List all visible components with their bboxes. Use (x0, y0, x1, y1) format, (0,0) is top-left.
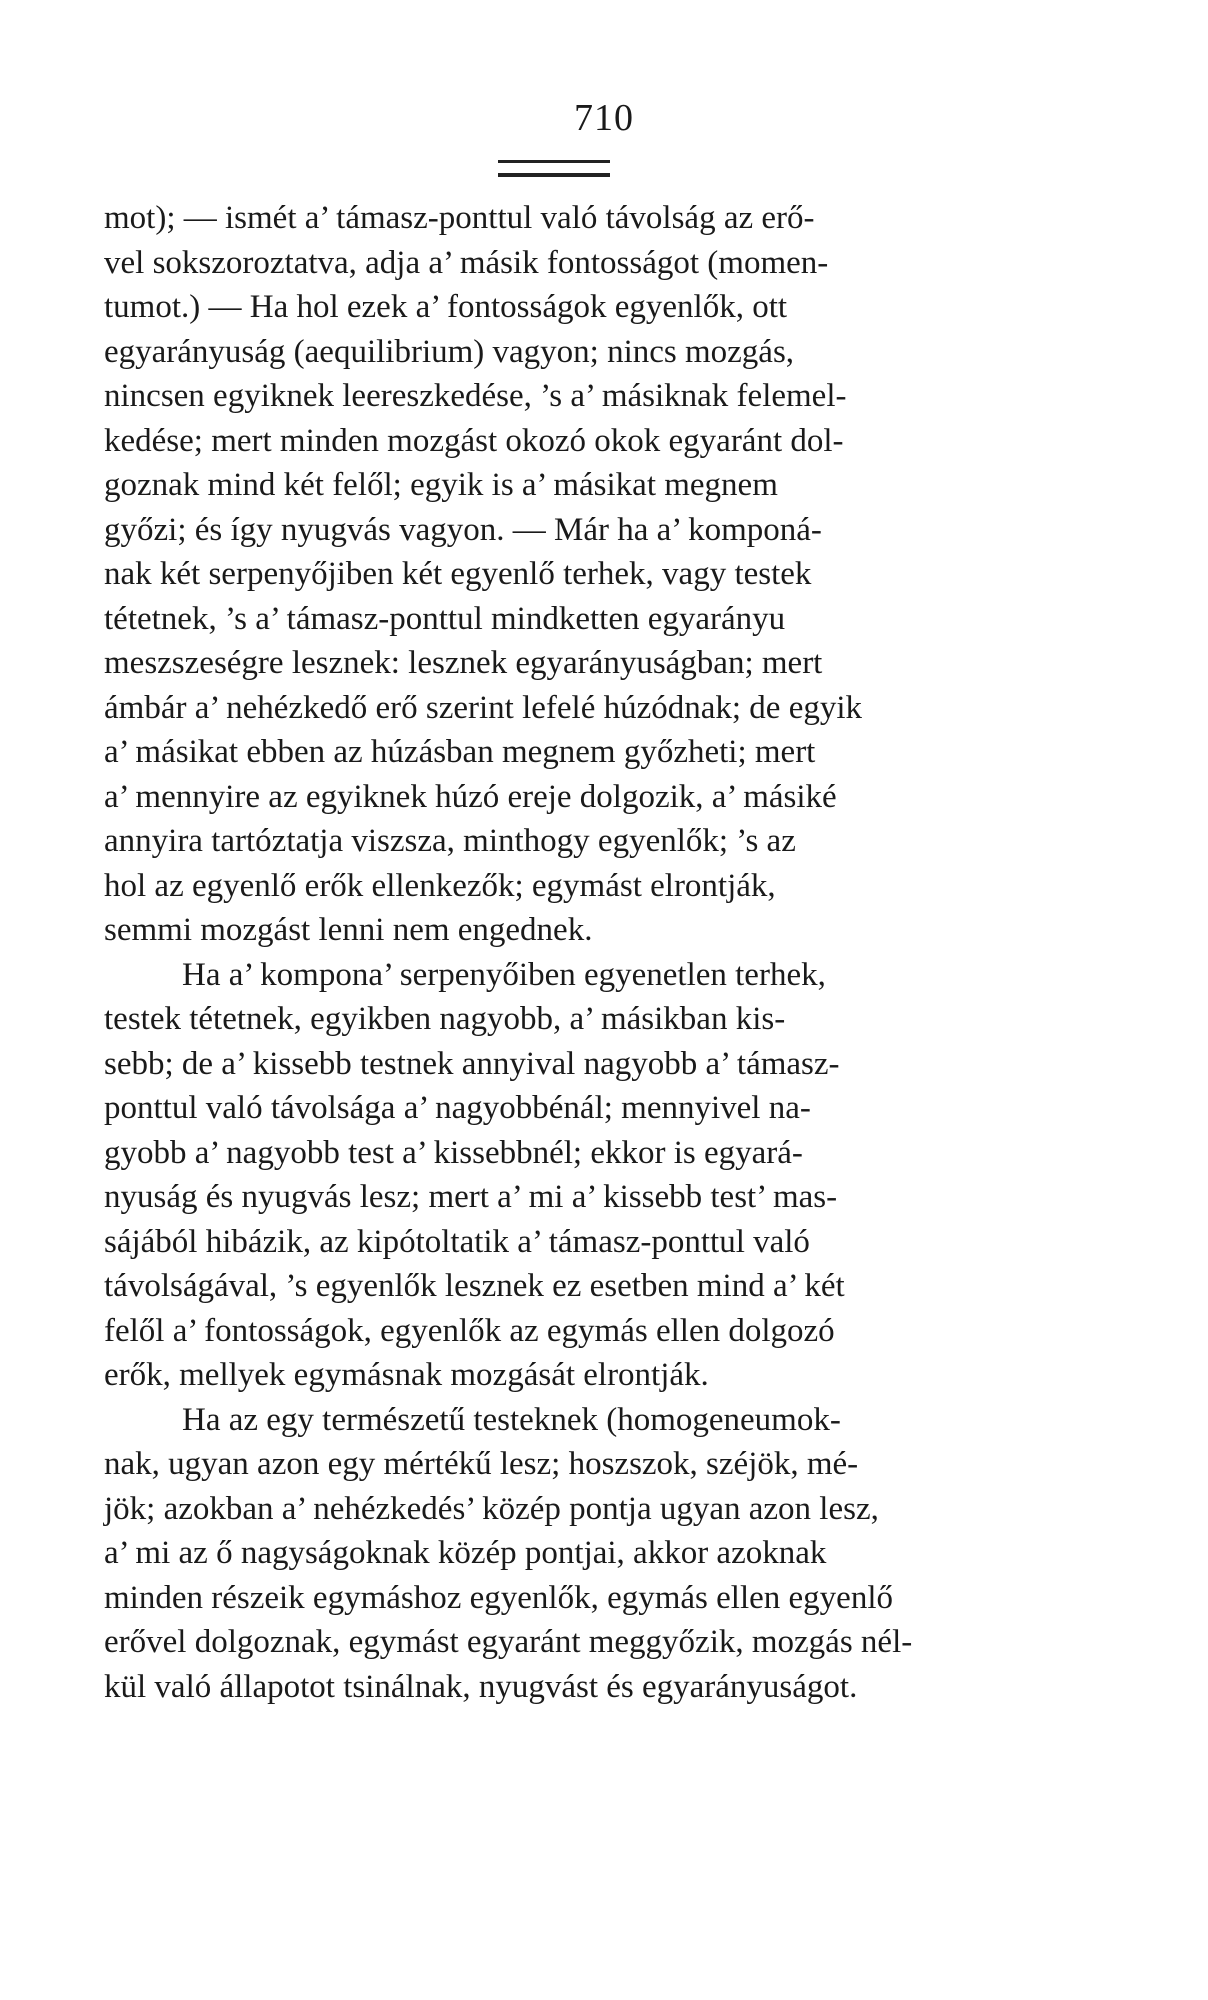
text-line: tumot.) — Ha hol ezek a’ fontosságok egyenlők, ott (104, 289, 788, 325)
text-line: gyobb a’ nagyobb test a’ kissebbnél; ekkor is egyará- (104, 1134, 803, 1171)
text-line: meszszeségre lesznek: lesznek egyarányuságban; mert (104, 645, 823, 681)
text-line: erők, mellyek egymásnak mozgását elrontják. (104, 1357, 709, 1393)
text-line: felől a’ fontosságok, egyenlők az egymás ellen dolgozó (104, 1312, 835, 1349)
text-line: ponttul való távolsága a’ nagyobbénál; mennyivel na- (104, 1090, 811, 1126)
text-line: mot); — ismét a’ támasz-ponttul való távolság az erő- (104, 200, 815, 236)
text-line: nak két serpenyőjiben két egyenlő terhek, vagy testek (104, 556, 812, 592)
text-line: annyira tartóztatja viszsza, minthogy egyenlők; ’s az (104, 823, 796, 859)
text-line: kedése; mert minden mozgást okozó okok egyaránt dol- (104, 422, 844, 459)
text-line: a’ másikat ebben az húzásban megnem győzheti; mert (104, 734, 816, 770)
page-number: 710 (574, 97, 634, 139)
paragraph-2 (104, 953, 1039, 1398)
text-line: tétetnek, ’s a’ támasz-ponttul mindketten egyarányu (104, 600, 786, 637)
text-line: kül való állapotot tsinálnak, nyugvást és egyarányuságot. (104, 1668, 858, 1705)
text-line: hol az egyenlő erők ellenkezők; egymást elrontják, (104, 867, 776, 904)
text-line: Ha a’ kompona’ serpenyőiben egyenetlen terhek, (182, 956, 826, 993)
text-line: jök; azokban a’ nehézkedés’ közép pontja ugyan azon lesz, (104, 1490, 879, 1527)
text-line: erővel dolgoznak, egymást egyaránt meggyőzik, mozgás nél- (104, 1624, 913, 1660)
text-line: testek tétetnek, egyikben nagyobb, a’ másikban kis- (104, 1001, 786, 1037)
text-line: nak, ugyan azon egy mértékű lesz; hoszszok, széjök, mé- (104, 1446, 859, 1482)
text-line: távolságával, ’s egyenlők lesznek ez esetben mind a’ két (104, 1268, 845, 1304)
header-rule (498, 160, 610, 177)
text-line: sájából hibázik, az kipótoltatik a’ támasz-ponttul való (104, 1223, 810, 1260)
text-line: ámbár a’ nehézkedő erő szerint lefelé húzódnak; de egyik (104, 689, 863, 726)
page-text (104, 196, 1039, 1709)
paragraph-3 (104, 1398, 1039, 1710)
paragraph-1 (104, 196, 1039, 953)
text-line: a’ mennyire az egyiknek húzó ereje dolgozik, a’ másiké (104, 778, 837, 815)
text-line: egyarányuság (aequilibrium) vagyon; nincs mozgás, (104, 333, 795, 370)
text-line: vel sokszoroztatva, adja a’ másik fontosságot (momen- (104, 244, 829, 281)
text-line: a’ mi az ő nagyságoknak közép pontjai, akkor azoknak (104, 1535, 827, 1571)
text-line: Ha az egy természetű testeknek (homogeneumok- (182, 1401, 841, 1438)
text-line: nyuság és nyugvás lesz; mert a’ mi a’ kissebb test’ mas- (104, 1179, 838, 1215)
text-line: győzi; és így nyugvás vagyon. — Már ha a’ komponá- (104, 511, 822, 548)
text-line: nincsen egyiknek leereszkedése, ’s a’ másiknak felemel- (104, 378, 847, 414)
text-line: sebb; de a’ kissebb testnek annyival nagyobb a’ támasz- (104, 1045, 840, 1082)
text-line: minden részeik egymáshoz egyenlők, egymás ellen egyenlő (104, 1579, 893, 1616)
text-line: semmi mozgást lenni nem engednek. (104, 912, 593, 948)
text-line: goznak mind két felől; egyik is a’ másikat megnem (104, 467, 778, 503)
